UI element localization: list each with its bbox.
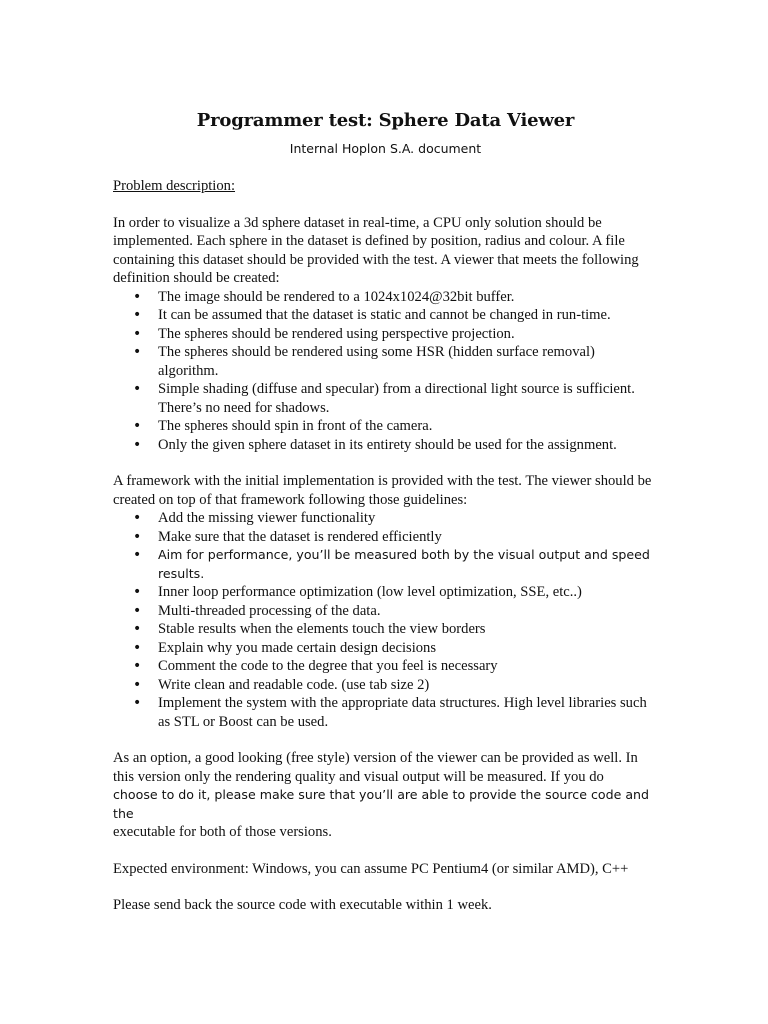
list-item: • Simple shading (diffuse and specular) from a directional light source is sufficient. There’s no need for shadows.: [113, 380, 658, 417]
requirements-list: [113, 288, 658, 455]
option-paragraph-line-b: choose to do it, please make sure that you’ll are able to provide the source code and the: [113, 787, 650, 821]
list-item: • The spheres should be rendered using some HSR (hidden surface removal) algorithm.: [113, 343, 658, 380]
list-item: • The spheres should spin in front of the camera.: [113, 417, 658, 436]
list-item: • Only the given sphere dataset in its entirety should be used for the assignment.: [113, 436, 658, 455]
list-item: • Stable results when the elements touch the view borders: [113, 620, 658, 639]
list-item: • The spheres should be rendered using perspective projection.: [113, 325, 658, 344]
document-subtitle: Internal Hoplon S.A. document: [289, 141, 482, 156]
framework-paragraph: A framework with the initial implementation is provided with the test. The viewer should be created on top of that framework following those guidelines:: [113, 473, 652, 508]
list-item: • Write clean and readable code. (use tab size 2): [113, 676, 658, 695]
problem-heading: Problem description:: [113, 178, 236, 194]
guidelines-list: [113, 509, 658, 731]
intro-paragraph: In order to visualize a 3d sphere dataset in real-time, a CPU only solution should be implemented. Each sphere in the dataset is defined by position, radius and colour. A file containing this dataset should be provided with the test. A viewer that meets the following definition should be created:: [113, 214, 639, 286]
list-item: • Inner loop performance optimization (low level optimization, SSE, etc..): [113, 583, 658, 602]
option-paragraph: [113, 749, 658, 842]
list-item: • Implement the system with the appropriate data structures. High level libraries such as STL or Boost can be used.: [113, 694, 658, 731]
list-item: • Aim for performance, you’ll be measured both by the visual output and speed results.: [113, 546, 658, 583]
option-paragraph-line-a: As an option, a good looking (free style) version of the viewer can be provided as well. In this version only the rendering quality and visual output will be measured. If you do: [113, 750, 638, 785]
option-paragraph-line-c: executable for both of those versions.: [113, 824, 332, 840]
list-item: • It can be assumed that the dataset is static and cannot be changed in run-time.: [113, 306, 658, 325]
environment-paragraph: Expected environment: Windows, you can assume PC Pentium4 (or similar AMD), C++: [113, 860, 629, 877]
list-item: • Explain why you made certain design decisions: [113, 639, 658, 658]
list-item: • Add the missing viewer functionality: [113, 509, 658, 528]
document-page: [113, 108, 658, 915]
list-item: • Multi-threaded processing of the data.: [113, 602, 658, 621]
document-title: Programmer test: Sphere Data Viewer: [196, 110, 575, 131]
list-item: • Make sure that the dataset is rendered efficiently: [113, 528, 658, 547]
list-item: • Comment the code to the degree that you feel is necessary: [113, 657, 658, 676]
list-item: • The image should be rendered to a 1024x1024@32bit buffer.: [113, 288, 658, 307]
closing-paragraph: Please send back the source code with executable within 1 week.: [113, 897, 492, 913]
